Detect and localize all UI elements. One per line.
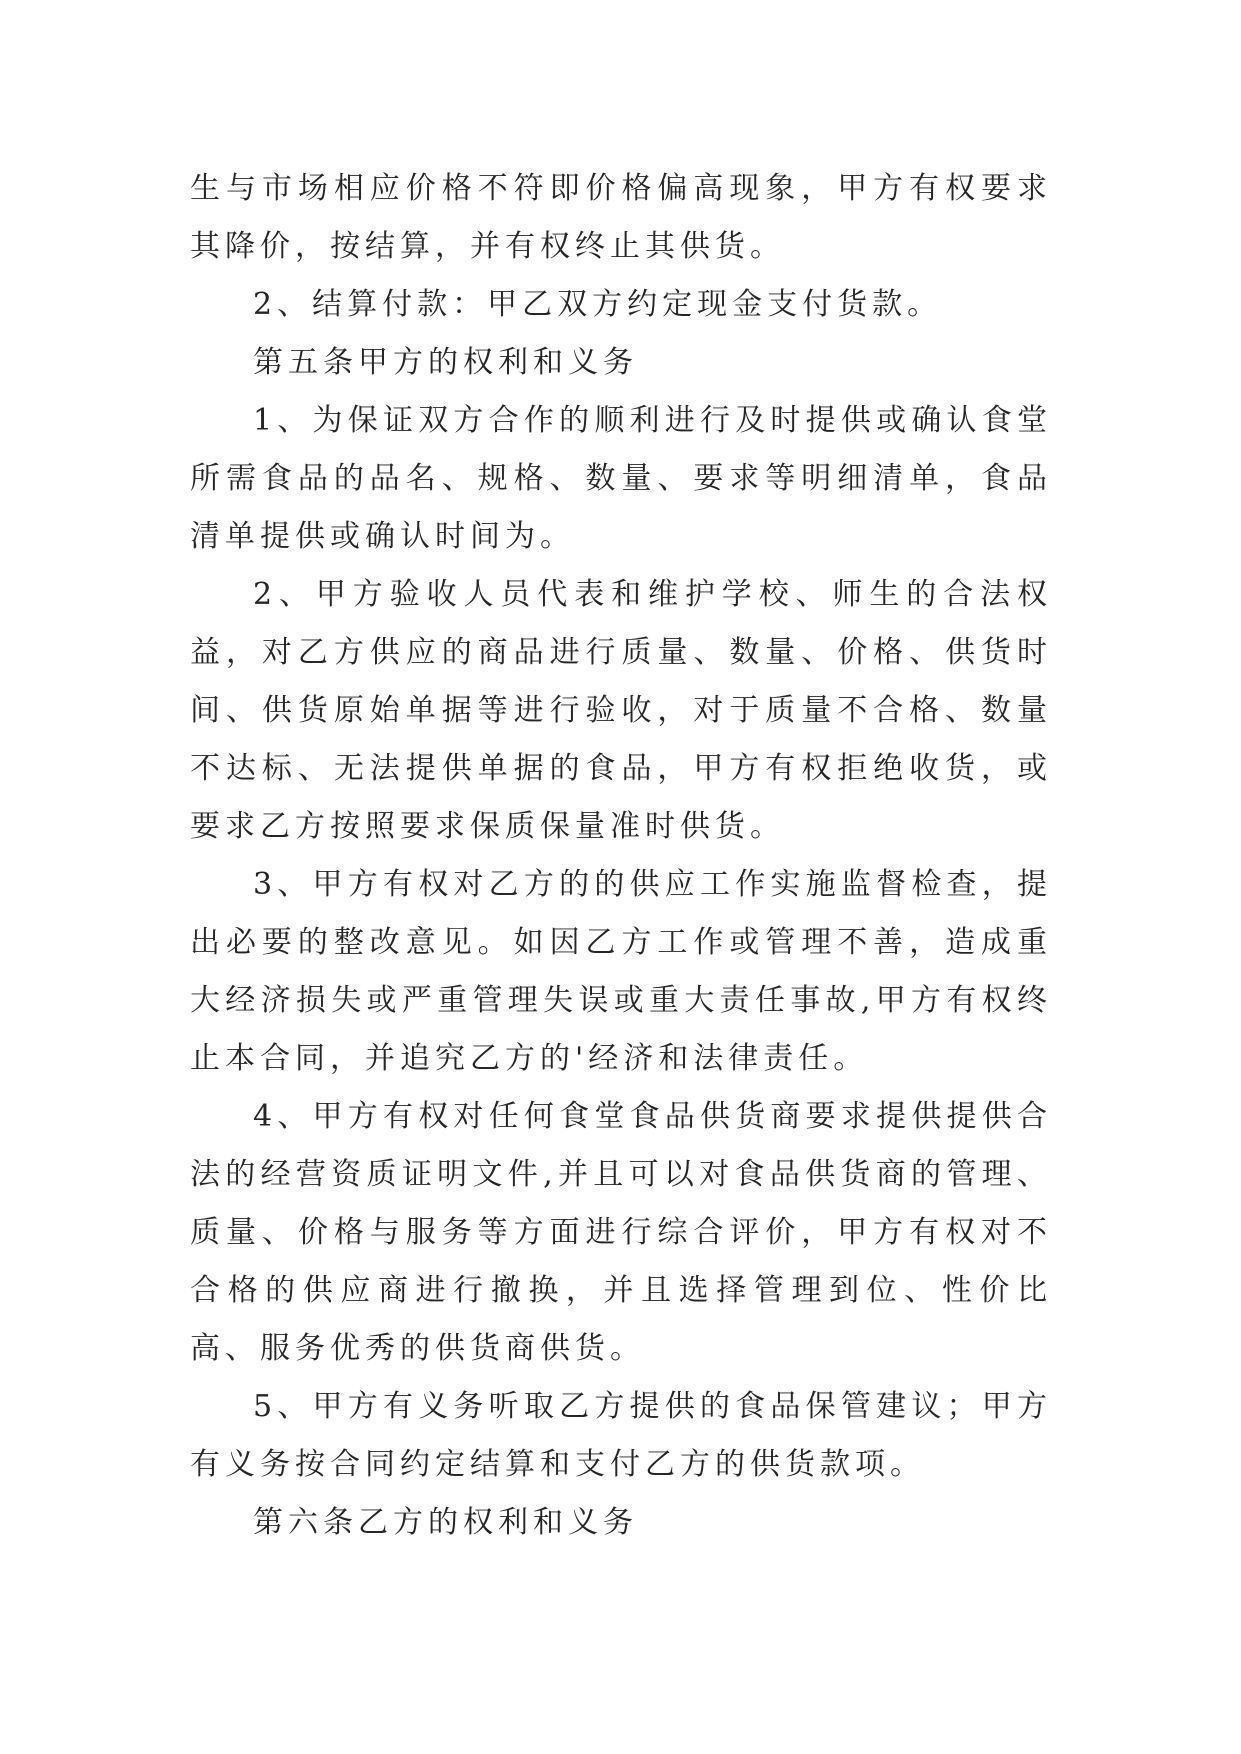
paragraph-article-5-item-2: 2、甲方验收人员代表和维护学校、师生的合法权益，对乙方供应的商品进行质量、数量、价格、供货时间、供货原始单据等进行验收，对于质量不合格、数量不达标、无法提供单据的食品，甲方有权拒绝收货，或要求乙方按照要求保质保量准时供货。 [190, 577, 1052, 844]
paragraph-settlement-payment: 2、结算付款：甲乙双方约定现金支付货款。 [253, 287, 943, 322]
document-body [190, 160, 1052, 1552]
paragraph-article-5-item-1: 1、为保证双方合作的顺利进行及时提供或确认食堂所需食品的品名、规格、数量、要求等明细清单，食品清单提供或确认时间为。 [190, 403, 1052, 554]
paragraph-continued-price: 生与市场相应价格不符即价格偏高现象，甲方有权要求其降价，按结算，并有权终止其供货。 [190, 171, 1052, 264]
heading-article-6: 第六条乙方的权利和义务 [253, 1505, 638, 1540]
paragraph-article-5-item-5: 5、甲方有义务听取乙方提供的食品保管建议；甲方有义务按合同约定结算和支付乙方的供货款项。 [190, 1389, 1052, 1482]
heading-article-5: 第五条甲方的权利和义务 [253, 345, 638, 380]
paragraph-article-5-item-3: 3、甲方有权对乙方的的供应工作实施监督检查，提出必要的整改意见。如因乙方工作或管理不善，造成重大经济损失或严重管理失误或重大责任事故,甲方有权终止本合同，并追究乙方的'经济和法律责任。 [190, 867, 1052, 1076]
paragraph-article-5-item-4: 4、甲方有权对任何食堂食品供货商要求提供提供合法的经营资质证明文件,并且可以对食品供货商的管理、质量、价格与服务等方面进行综合评价，甲方有权对不合格的供应商进行撤换，并且选择管理到位、性价比高、服务优秀的供货商供货。 [190, 1099, 1052, 1366]
